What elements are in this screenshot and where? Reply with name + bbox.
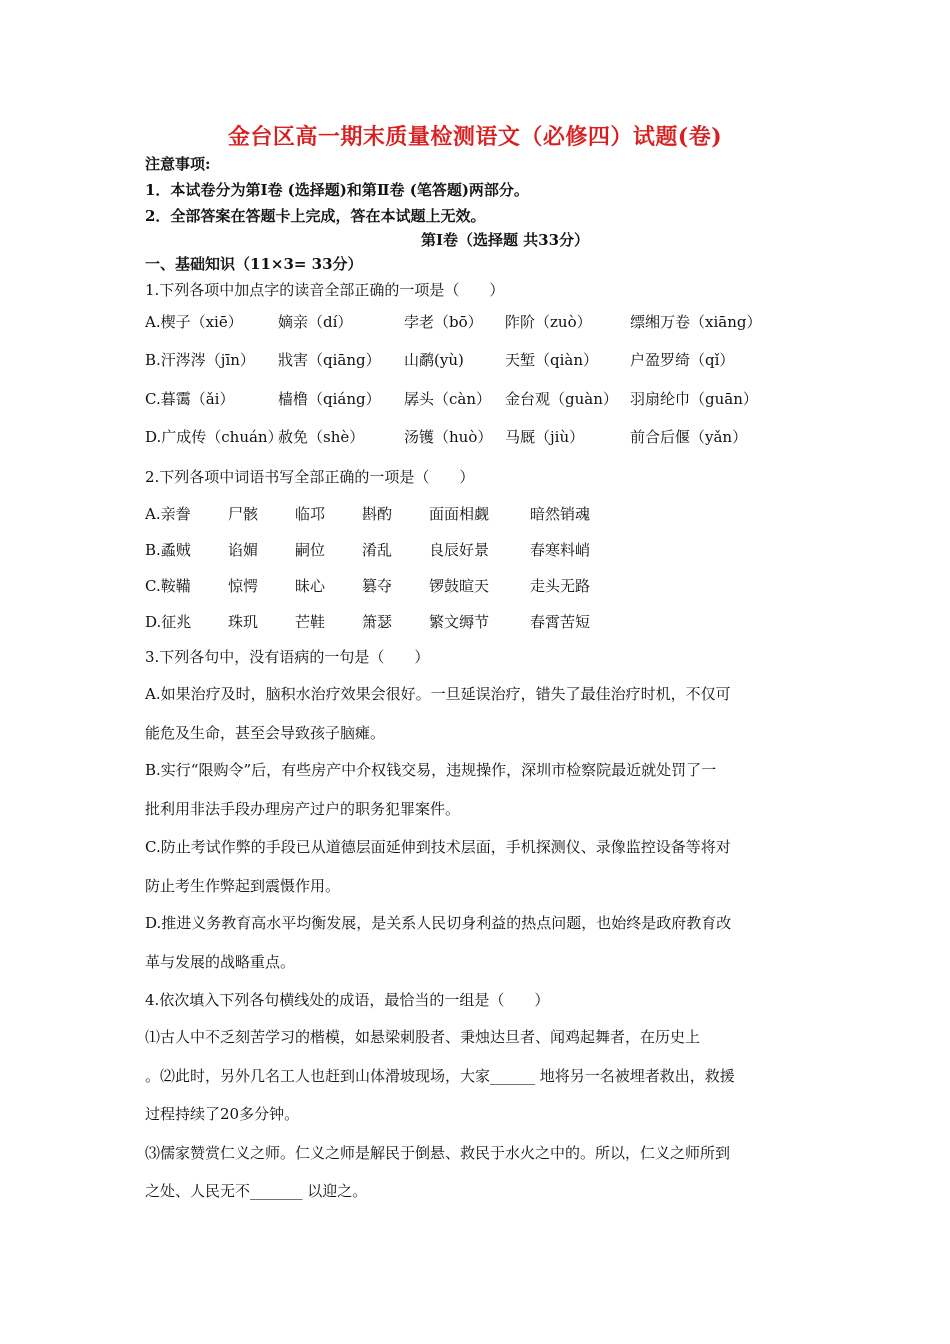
q2-c-word: 篡夺 [362,577,393,595]
q2-a-word: 面面相觑 [429,505,490,523]
q4-line: ⑶儒家赞赏仁义之师。仁义之师是解民于倒悬、救民于水火之中的。所以，仁义之师所到 [145,1144,731,1162]
q2-c-word: 惊愕 [228,577,259,595]
q2-b-word: 淆乱 [362,541,393,559]
q1-d-item: D.广成传（chuán） [145,428,283,446]
notice-item-2: 2．全部答案在答题卡上完成，答在本试题上无效。 [145,207,486,225]
q2-stem: 2.下列各项中词语书写全部正确的一项是（ ） [145,468,475,486]
q2-c-word: C.鞍鞴 [145,577,191,595]
q1-d-item: 赦免（shè） [278,428,365,446]
q4-stem: 4.依次填入下列各句横线处的成语，最恰当的一组是（ ） [145,991,550,1009]
q1-c-item: 樯橹（qiáng） [278,390,381,408]
q2-c-word: 昧心 [295,577,326,595]
q1-b-item: 山鹬(yù) [404,351,464,369]
q2-a-word: 临邛 [295,505,326,523]
q4-line: 。⑵此时，另外几名工人也赶到山体滑坡现场，大家______ 地将另一名被埋者救出，救援 [145,1067,735,1085]
q3-line: 防止考生作弊起到震慑作用。 [145,877,341,895]
exam-title: 金台区高一期末质量检测语文（必修四）试题(卷) [227,124,723,150]
q1-b-item: 户盈罗绮（qǐ） [630,351,735,369]
q1-a-item: 嫡亲（dí） [278,313,353,331]
q3-line: A.如果治疗及时，脑积水治疗效果会很好。一旦延误治疗，错失了最佳治疗时机，不仅可 [145,685,731,703]
q3-line: C.防止考试作弊的手段已从道德层面延伸到技术层面，手机探测仪、录像监控设备等将对 [145,838,731,856]
q3-line: D.推进义务教育高水平均衡发展，是关系人民切身利益的热点问题，也始终是政府教育改 [145,914,732,932]
q1-b-item: 天堑（qiàn） [505,351,599,369]
q2-a-word: 暗然销魂 [530,505,591,523]
q1-b-item: 戕害（qiāng） [278,351,381,369]
notice-heading: 注意事项: [145,155,211,173]
q3-stem: 3.下列各句中，没有语病的一句是（ ） [145,648,430,666]
q3-line: B.实行“限购令”后，有些房产中介权钱交易，违规操作，深圳市检察院最近就处罚了一 [145,761,717,779]
q1-a-item: 阼阶（zuò） [505,313,592,331]
q1-c-item: 孱头（càn） [404,390,492,408]
part1-heading: 第Ⅰ卷（选择题 共33分） [420,231,590,249]
q1-d-item: 汤镬（huò） [404,428,493,446]
q1-c-item: 金台观（guàn） [505,390,618,408]
q1-a-item: 孛老（bō） [404,313,483,331]
q2-a-word: A.亲誊 [145,505,191,523]
q2-a-word: 斟酌 [362,505,393,523]
q2-d-word: 箫瑟 [362,613,393,631]
q3-line: 能危及生命，甚至会导致孩子脑瘫。 [145,724,386,742]
q1-b-item: B.汗涔涔（jīn） [145,351,255,369]
q4-line: ⑴古人中不乏刻苦学习的楷模，如悬梁刺股者、秉烛达旦者、闻鸡起舞者，在历史上 [145,1028,701,1046]
q2-b-word: B.蟊贼 [145,541,191,559]
q2-b-word: 嗣位 [295,541,326,559]
section1-heading: 一、基础知识（11×3= 33分） [145,255,363,273]
q2-b-word: 谄媚 [228,541,259,559]
q2-d-word: 珠玑 [228,613,259,631]
q2-d-word: 春霄苦短 [530,613,591,631]
q2-b-word: 良辰好景 [429,541,490,559]
q4-line: 之处、人民无不_______ 以迎之。 [145,1182,368,1200]
q1-c-item: C.暮霭（ǎi） [145,390,235,408]
q1-d-item: 马厩（jiù） [505,428,585,446]
q1-d-item: 前合后偃（yǎn） [630,428,748,446]
q3-line: 批利用非法手段办理房产过户的职务犯罪案件。 [145,800,461,818]
q2-a-word: 尸骸 [228,505,259,523]
q2-c-word: 走头无路 [530,577,591,595]
q2-b-word: 春寒料峭 [530,541,591,559]
q2-d-word: 芒鞋 [295,613,326,631]
q1-a-item: 缥缃万卷（xiāng） [630,313,762,331]
q2-c-word: 锣鼓暄天 [429,577,490,595]
q3-line: 革与发展的战略重点。 [145,953,296,971]
q2-d-word: 繁文缛节 [429,613,490,631]
q4-line: 过程持续了20多分钟。 [145,1105,300,1123]
q2-d-word: D.征兆 [145,613,192,631]
q1-stem: 1.下列各项中加点字的读音全部正确的一项是（ ） [145,281,505,299]
notice-item-1: 1．本试卷分为第Ⅰ卷 (选择题)和第Ⅱ卷 (笔答题)两部分。 [145,181,529,199]
q1-a-item: A.楔子（xiē） [145,313,243,331]
q1-c-item: 羽扇纶巾（guān） [630,390,758,408]
